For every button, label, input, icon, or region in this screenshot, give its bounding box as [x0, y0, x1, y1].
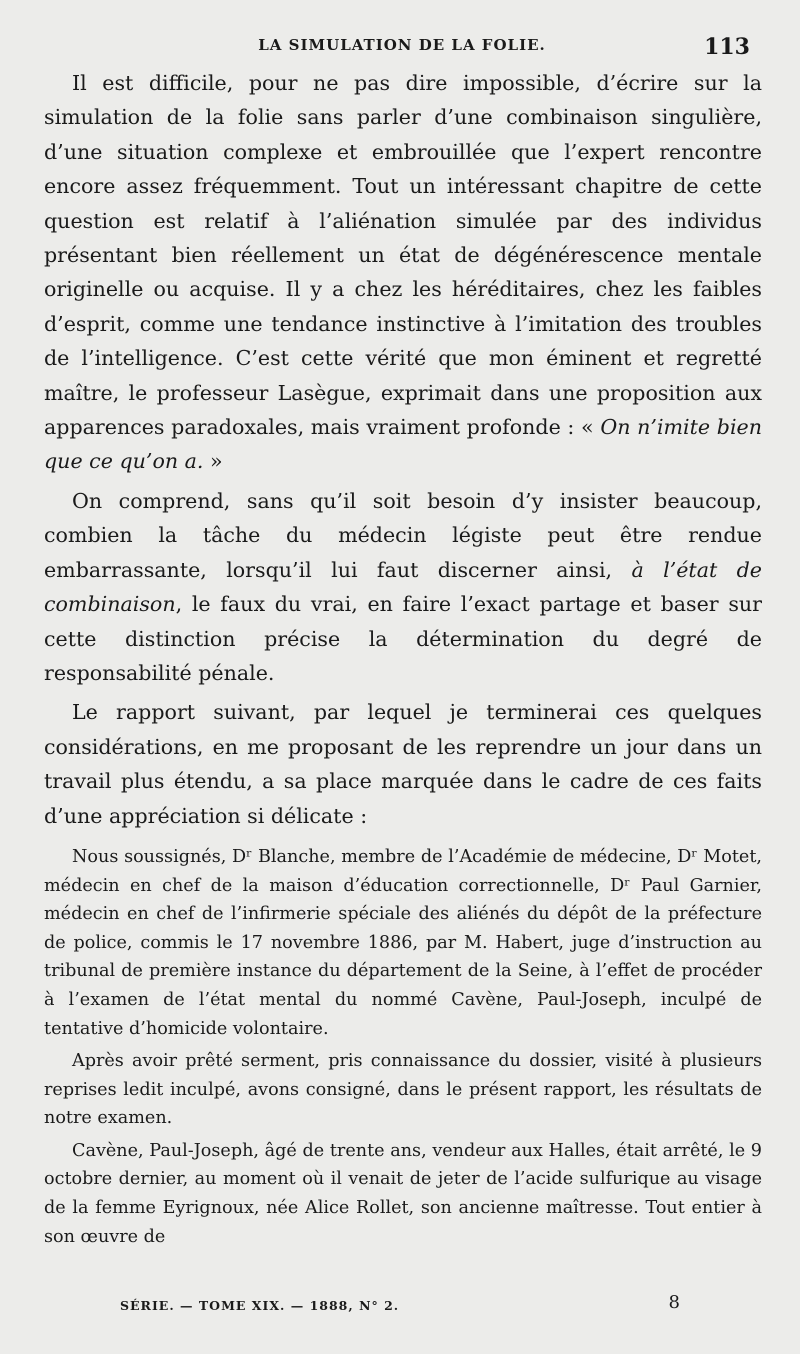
paragraph-1 — [44, 66, 762, 479]
paragraph-2-rest: , le faux du vrai, en faire l’exact partage et baser sur cette distinction précise la détermination du degré de responsabilité pénale. — [44, 592, 762, 685]
page-number: 113 — [704, 34, 750, 60]
footer-signature-mark: 8 — [668, 1292, 680, 1313]
page-footer — [120, 1292, 680, 1316]
paragraph-1-text: Il est difficile, pour ne pas dire impossible, d’écrire sur la simulation de la folie sans parler d’une combinaison singulière, d’une situation complexe et embrouillée que l’expert rencontre encore assez fréquemment. Tout un intéressant chapitre de cette question est relatif à l’aliénation simulée par des individus présentant bien réellement un état de dégénérescence mentale originelle ou acquise. Il y a chez les héréditaires, chez les faibles d’esprit, comme une tendance instinctive à l’imitation des troubles de l’intelligence. C’est cette vérité que mon éminent et regretté maître, le professeur Lasègue, exprimait dans une proposition aux apparences paradoxales, mais vraiment profonde : « — [44, 71, 762, 440]
paragraph-1-quote: On n’imite bien que ce qu’on a. — [44, 415, 762, 474]
paragraph-2 — [44, 484, 762, 690]
paragraph-2-emphasis: à l’état de combinaison — [44, 557, 762, 617]
report-paragraph-3: Cavène, Paul-Joseph, âgé de trente ans, vendeur aux Halles, était arrêté, le 9 octobre dernier, au moment où il venait de jeter de l’acide sulfurique au visage de la femme Eyrignoux, née Alice Rollet, son ancienne maîtresse. Tout entier à son œuvre de — [44, 1140, 762, 1247]
paragraph-2-text: On comprend, sans qu’il soit besoin d’y insister beaucoup, combien la tâche du médecin légiste peut être rendue embarrassante, lorsqu’il lui faut discerner ainsi, — [44, 488, 762, 582]
paragraph-1-close: » — [203, 449, 223, 474]
running-title: LA SIMULATION DE LA FOLIE. — [258, 36, 546, 54]
body-text — [44, 66, 762, 1251]
footer-signature-line: SÉRIE. — TOME XIX. — 1888, N° 2. — [120, 1298, 400, 1313]
report-paragraph-1: Nous soussignés, Dʳ Blanche, membre de l’Académie de médecine, Dʳ Motet, médecin en chef de la maison d’éducation correctionnelle, Dʳ Paul Garnier, médecin en chef de l’infirmerie spéciale des aliénés du dépôt de la préfecture de police, commis le 17 novembre 1886, par M. Habert, juge d’instruction au tribunal de première instance du département de la Seine, à l’effet de procéder à l’examen de l’état mental du nommé Cavène, Paul-Joseph, inculpé de tentative d’homicide volontaire. — [44, 846, 762, 1039]
report-paragraph-2: Après avoir prêté serment, pris connaissance du dossier, visité à plusieurs reprises ledit inculpé, avons consigné, dans le présent rapport, les résultats de notre examen. — [44, 1051, 762, 1129]
running-head — [46, 34, 758, 58]
paragraph-3: Le rapport suivant, par lequel je terminerai ces quelques considérations, en me proposant de les reprendre un jour dans un travail plus étendu, a sa place marquée dans le cadre de ces faits d’une appréciation si délicate : — [44, 700, 762, 828]
